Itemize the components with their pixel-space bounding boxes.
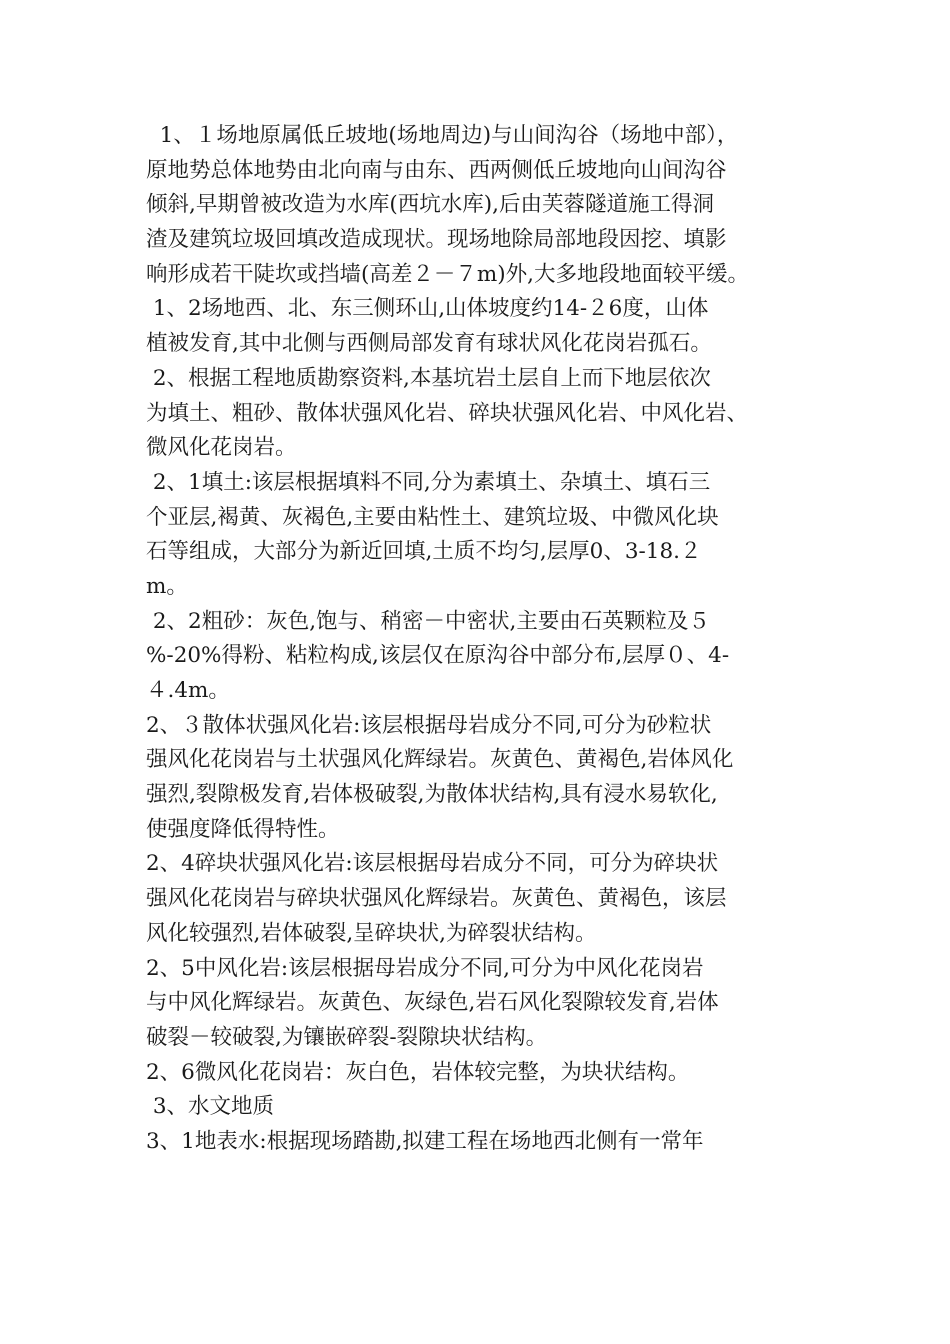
text-line: 强烈,裂隙极发育,岩体极破裂,为散体状结构,具有浸水易软化, <box>146 782 718 808</box>
text-line: 1、１场地原属低丘坡地(场地周边)与山间沟谷（场地中部）， <box>146 123 739 148</box>
text-line: 强风化花岗岩与土状强风化辉绿岩。灰黄色、黄褐色,岩体风化 <box>146 747 734 773</box>
text-line: 1、2场地西、北、东三侧环山,山体坡度约14-２6度，山体 <box>146 296 709 322</box>
text-line: 风化较强烈,岩体破裂,呈碎块状,为碎裂状结构。 <box>146 920 597 946</box>
text-line: 植被发育,其中北侧与西侧局部发育有球状风化花岗岩孤石。 <box>146 331 712 357</box>
text-line: 石等组成，大部分为新近回填,土质不均匀,层厚0、3-18.２ <box>146 539 702 565</box>
text-line: 渣及建筑垃圾回填改造成现状。现场地除局部地段因挖、填影 <box>146 227 727 253</box>
document-body <box>146 119 816 1160</box>
text-line: 使强度降低得特性。 <box>146 816 340 842</box>
text-line: 2、4碎块状强风化岩:该层根据母岩成分不同，可分为碎块状 <box>146 851 719 877</box>
text-line: 2、5中风化岩:该层根据母岩成分不同,可分为中风化花岗岩 <box>146 955 704 981</box>
text-line: 与中风化辉绿岩。灰黄色、灰绿色,岩石风化裂隙较发育,岩体 <box>146 990 719 1016</box>
text-line: 原地势总体地势由北向南与由东、西两侧低丘坡地向山间沟谷 <box>146 157 727 183</box>
text-line: 响形成若干陡坎或挡墙(高差２－７m)外,大多地段地面较平缓。 <box>146 261 750 287</box>
text-line: 个亚层,褐黄、灰褐色,主要由粘性土、建筑垃圾、中微风化块 <box>146 504 719 530</box>
text-line: ４.4m。 <box>146 678 230 703</box>
text-line: 2、1填土:该层根据填料不同,分为素填土、杂填土、填石三 <box>146 469 711 495</box>
text-line: 为填土、粗砂、散体状强风化岩、碎块状强风化岩、中风化岩、 <box>146 400 749 426</box>
text-line: 2、2粗砂：灰色,饱与、稍密－中密状,主要由石英颗粒及５ <box>146 608 710 634</box>
text-line: 2、6微风化花岗岩：灰白色，岩体较完整，为块状结构。 <box>146 1059 690 1085</box>
text-line: 3、1地表水:根据现场踏勘,拟建工程在场地西北侧有一常年 <box>146 1128 704 1154</box>
text-line: 破裂－较破裂,为镶嵌碎裂-裂隙块状结构。 <box>146 1024 548 1050</box>
text-line: %-20%得粉、粘粒构成,该层仅在原沟谷中部分布,层厚０、4- <box>146 643 730 669</box>
text-line: 微风化花岗岩。 <box>146 435 297 461</box>
text-line: 2、根据工程地质勘察资料,本基坑岩土层自上而下地层依次 <box>146 365 711 391</box>
text-line: 2、３散体状强风化岩:该层根据母岩成分不同,可分为砂粒状 <box>146 712 712 738</box>
text-line: 强风化花岗岩与碎块状强风化辉绿岩。灰黄色、黄褐色，该层 <box>146 886 727 912</box>
text-line: 倾斜,早期曾被改造为水库(西坑水库),后由芙蓉隧道施工得洞 <box>146 192 714 218</box>
text-line: m。 <box>146 573 188 599</box>
text-line: 3、水文地质 <box>146 1094 275 1120</box>
